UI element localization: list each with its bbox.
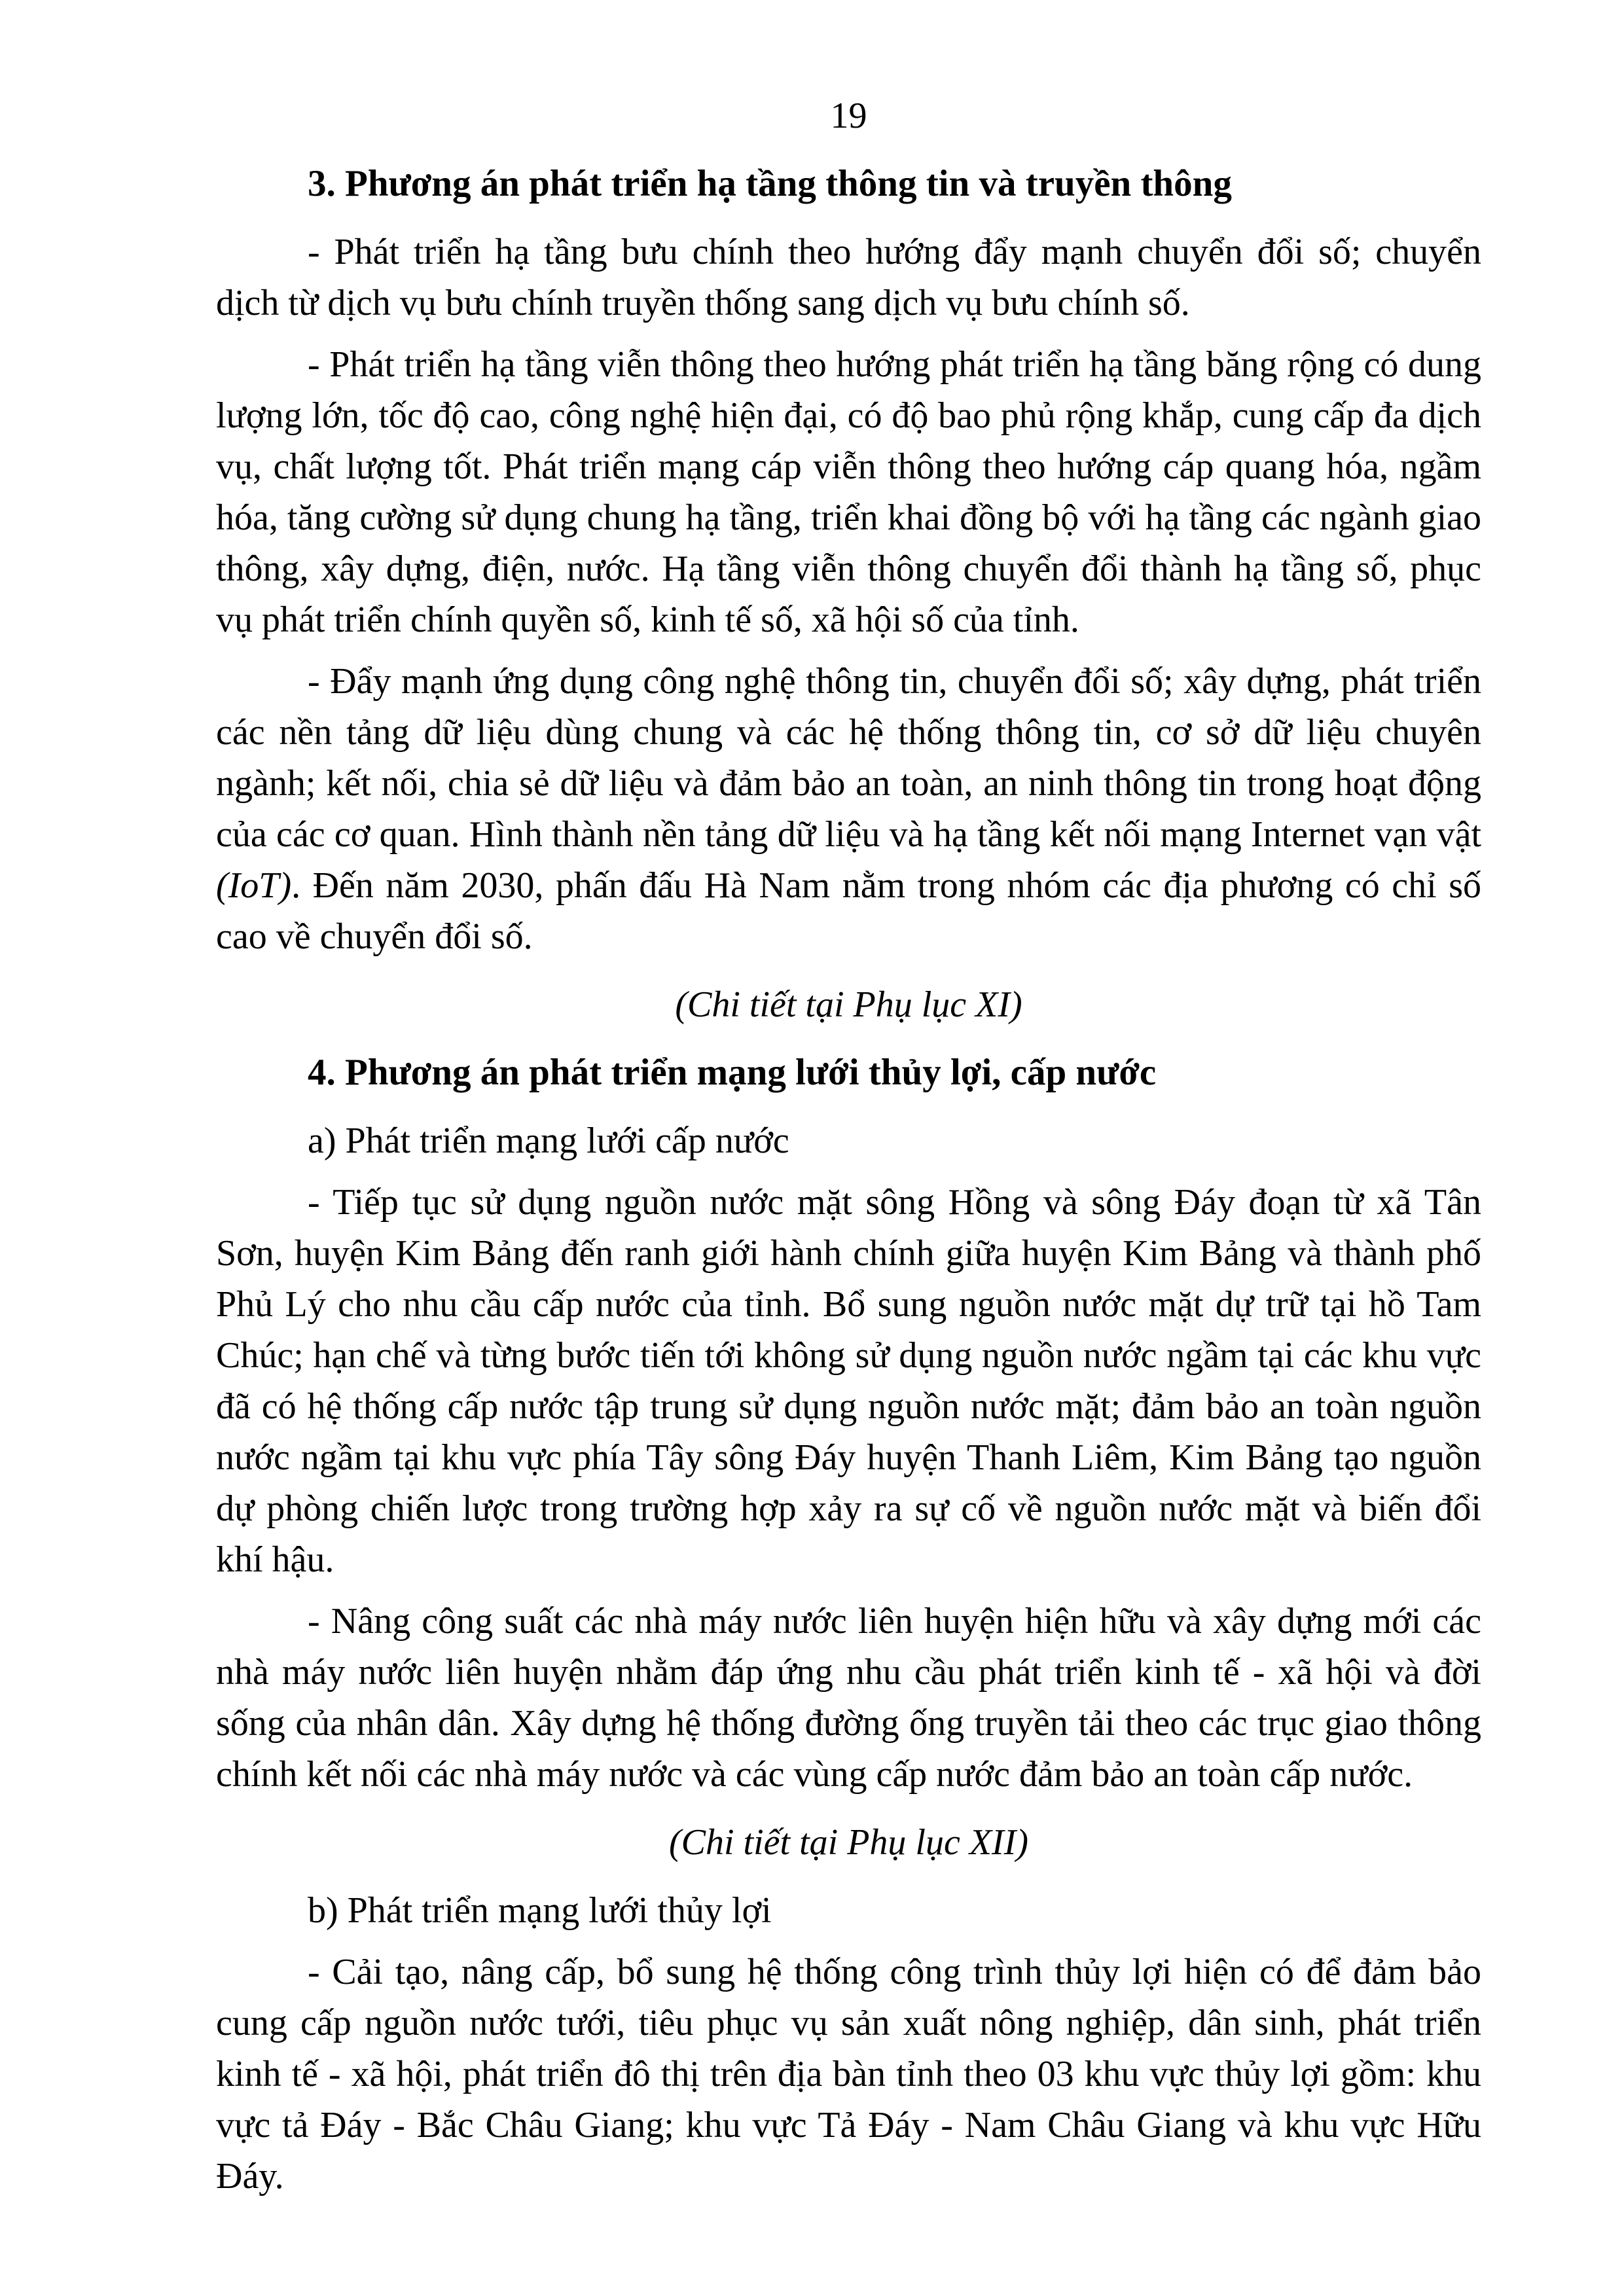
it-paragraph-text-after-iot: . Đến năm 2030, phấn đấu Hà Nam nằm trong nhóm các địa phương có chỉ số cao về chuyển đổi số. (216, 865, 1481, 957)
paragraph-postal-infrastructure: - Phát triển hạ tầng bưu chính theo hướng đẩy mạnh chuyển đổi số; chuyển dịch từ dịch vụ bưu chính truyền thống sang dịch vụ bưu chính số. (216, 232, 1481, 323)
paragraph-telecom-infrastructure: - Phát triển hạ tầng viễn thông theo hướng phát triển hạ tầng băng rộng có dung lượng lớn, tốc độ cao, công nghệ hiện đại, có độ bao phủ rộng khắp, cung cấp đa dịch vụ, chất lượng tốt. Phát triển mạng cáp viễn thông theo hướng cáp quang hóa, ngầm hóa, tăng cường sử dụng chung hạ tầng, triển khai đồng bộ với hạ tầng các ngành giao thông, xây dựng, điện, nước. Hạ tầng viễn thông chuyển đổi thành hạ tầng số, phục vụ phát triển chính quyền số, kinh tế số, xã hội số của tỉnh. (216, 344, 1481, 640)
subheading-b-irrigation: b) Phát triển mạng lưới thủy lợi (308, 1890, 772, 1931)
paragraph-irrigation-network: - Cải tạo, nâng cấp, bổ sung hệ thống công trình thủy lợi hiện có để đảm bảo cung cấp nguồn nước tưới, tiêu phục vụ sản xuất nông nghiệp, dân sinh, phát triển kinh tế - xã hội, phát triển đô thị trên địa bàn tỉnh theo 03 khu vực thủy lợi gồm: khu vực tả Đáy - Bắc Châu Giang; khu vực Tả Đáy - Nam Châu Giang và khu vực Hữu Đáy. (216, 1952, 1481, 2197)
subheading-a-water-supply: a) Phát triển mạng lưới cấp nước (308, 1121, 789, 1161)
section-4-heading: 4. Phương án phát triển mạng lưới thủy lợi, cấp nước (308, 1052, 1157, 1093)
page-number: 19 (830, 96, 867, 136)
section-3-heading: 3. Phương án phát triển hạ tầng thông tin và truyền thông (308, 163, 1232, 204)
iot-abbreviation: (IoT) (216, 865, 292, 906)
paragraph-water-plants: - Nâng công suất các nhà máy nước liên huyện hiện hữu và xây dựng mới các nhà máy nước liên huyện nhằm đáp ứng nhu cầu phát triển kinh tế - xã hội và đời sống của nhân dân. Xây dựng hệ thống đường ống truyền tải theo các trục giao thông chính kết nối các nhà máy nước và các vùng cấp nước đảm bảo an toàn cấp nước. (216, 1601, 1481, 1795)
appendix-note-xii: (Chi tiết tại Phụ lục XII) (669, 1822, 1028, 1863)
paragraph-it-digital-transformation (216, 656, 1481, 962)
appendix-note-xi: (Chi tiết tại Phụ lục XI) (675, 984, 1022, 1025)
it-paragraph-text-before-iot: - Đẩy mạnh ứng dụng công nghệ thông tin, chuyển đổi số; xây dựng, phát triển các nền tảng dữ liệu dùng chung và các hệ thống thông tin, cơ sở dữ liệu chuyên ngành; kết nối, chia sẻ dữ liệu và đảm bảo an toàn, an ninh thông tin trong hoạt động của các cơ quan. Hình thành nền tảng dữ liệu và hạ tầng kết nối mạng Internet vạn vật (216, 661, 1481, 855)
paragraph-water-sources: - Tiếp tục sử dụng nguồn nước mặt sông Hồng và sông Đáy đoạn từ xã Tân Sơn, huyện Kim Bảng đến ranh giới hành chính giữa huyện Kim Bảng và thành phố Phủ Lý cho nhu cầu cấp nước của tỉnh. Bổ sung nguồn nước mặt dự trữ tại hồ Tam Chúc; hạn chế và từng bước tiến tới không sử dụng nguồn nước ngầm tại các khu vực đã có hệ thống cấp nước tập trung sử dụng nguồn nước mặt; đảm bảo an toàn nguồn nước ngầm tại khu vực phía Tây sông Đáy huyện Thanh Liêm, Kim Bảng tạo nguồn dự phòng chiến lược trong trường hợp xảy ra sự cố về nguồn nước mặt và biến đổi khí hậu. (216, 1182, 1481, 1580)
